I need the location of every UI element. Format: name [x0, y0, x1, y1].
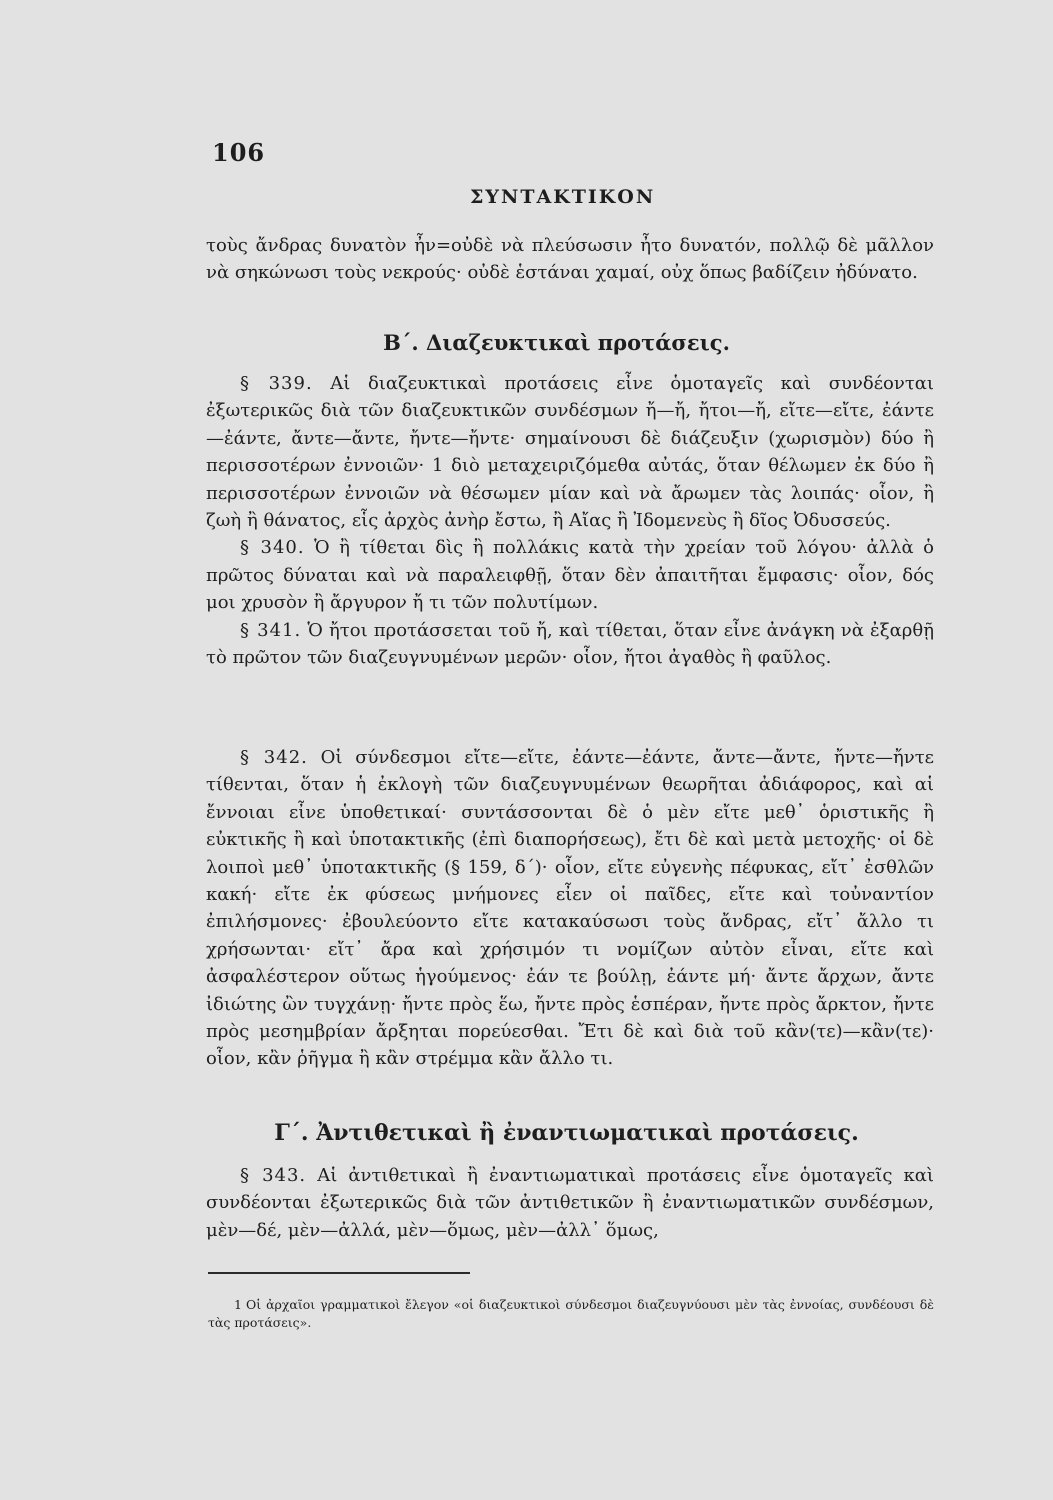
- page-number: 106: [212, 138, 266, 167]
- section-number-341: § 341.: [240, 619, 302, 641]
- footnote-rule: [208, 1272, 470, 1274]
- footnote-text: Οἱ ἀρχαῖοι γραμματικοὶ ἔλεγον «οἱ διαζευκτικοὶ σύνδεσμοι διαζευγνύουσι μὲν τὰς ἐννοίας, συνδέουσι δὲ τὰς προτάσεις».: [208, 1297, 934, 1330]
- section-heading-disjunctive: Β΄. Διαζευκτικαὶ προτάσεις.: [383, 330, 730, 355]
- section-number-343: § 343.: [240, 1165, 307, 1186]
- paragraph-341-text: Ὁ ἤτοι προτάσσεται τοῦ ἤ, καὶ τίθεται, ὅταν εἶνε ἀνάγκη νὰ ἐξαρθῇ τὸ πρῶτον τῶν διαζευγνυμένων μερῶν· οἷον, ἤτοι ἀγαθὸς ἢ φαῦλος.: [206, 619, 934, 669]
- paragraph-339: [206, 370, 934, 534]
- paragraph-339-text: Αἱ διαζευκτικαὶ προτάσεις εἶνε ὁμοταγεῖς καὶ συνδέονται ἐξωτερικῶς διὰ τῶν διαζευκτικῶν συνδέσμων ἤ—ἤ, ἤτοι—ἤ, εἴτε—εἴτε, ἐάντε—ἐάντε, ἄντε—ἄντε, ἤντε—ἤντε· σημαίνουσι δὲ διάζευξιν (χωρισμὸν) δύο ἢ περισσοτέρων ἐννοιῶν· 1 διὸ μεταχειριζόμεθα αὐτάς, ὅταν θέλωμεν ἐκ δύο ἢ περισσοτέρων ἐννοιῶν νὰ θέσωμεν μίαν καὶ νὰ ἄρωμεν τὰς λοιπάς· οἷον, ἢ ζωὴ ἢ θάνατος, εἷς ἀρχὸς ἀνὴρ ἔστω, ἢ Αἴας ἢ Ἰδομενεὺς ἢ δῖος Ὀδυσσεύς.: [206, 373, 934, 532]
- paragraph-342-text: Οἱ σύνδεσμοι εἴτε—εἴτε, ἐάντε—ἐάντε, ἄντε—ἄντε, ἤντε—ἤντε τίθενται, ὅταν ἡ ἐκλογὴ τῶν διαζευγνυμένων θεωρῆται ἀδιάφορος, καὶ αἱ ἔννοιαι εἶνε ὑποθετικαί· συντάσσονται δὲ ὁ μὲν εἴτε μεθ᾽ ὁριστικῆς ἢ εὐκτικῆς ἢ καὶ ὑποτακτικῆς (ἐπὶ διαπορήσεως), ἔτι δὲ καὶ μετὰ μετοχῆς· οἱ δὲ λοιποὶ μεθ᾽ ὑποτακτικῆς (§ 159, δ΄)· οἷον, εἴτε εὐγενὴς πέφυκας, εἴτ᾽ ἐσθλῶν κακή· εἴτε ἐκ φύσεως μνήμονες εἶεν οἱ παῖδες, εἴτε καὶ τοὐναντίον ἐπιλήσμονες· ἐβουλεύοντο εἴτε κατακαύσωσι τοὺς ἄνδρας, εἴτ᾽ ἄλλο τι χρήσωνται· εἴτ᾽ ἄρα καὶ χρήσιμόν τι νομίζων αὐτὸν εἶναι, εἴτε καὶ ἀσφαλέστερον οὕτως ἡγούμενος· ἐάν τε βούλῃ, ἐάντε μή· ἄντε ἄρχων, ἄντε ἰδιώτης ὢν τυγχάνῃ· ἤντε πρὸς ἕω, ἤντε πρὸς ἑσπέραν, ἤντε πρὸς ἄρκτον, ἤντε πρὸς μεσημβρίαν ἄρξηται πορεύεσθαι. Ἔτι δὲ καὶ διὰ τοῦ κἂν(τε)—κἂν(τε)· οἷον, κἂν ῥῆγμα ἢ κἂν στρέμμα κἂν ἄλλο τι.: [206, 747, 934, 1070]
- section-number-340: § 340.: [240, 537, 305, 559]
- paragraph-340-text: Ὁ ἢ τίθεται δὶς ἢ πολλάκις κατὰ τὴν χρείαν τοῦ λόγου· ἀλλὰ ὁ πρῶτος δύναται καὶ νὰ παραλειφθῇ, ὅταν δὲν ἀπαιτῆται ἔμφασις· οἷον, δός μοι χρυσὸν ἢ ἄργυρον ἤ τι τῶν πολυτίμων.: [206, 537, 934, 614]
- paragraph-342: [206, 744, 934, 1073]
- running-head: ΣΥΝΤΑΚΤΙΚΟΝ: [470, 186, 656, 208]
- disjunctive-sections-continued: [206, 744, 934, 1073]
- section-number-339: § 339.: [240, 373, 313, 394]
- section-heading-adversative: Γ΄. Ἀντιθετικαὶ ἢ ἐναντιωματικαὶ προτάσεις.: [274, 1120, 859, 1146]
- continued-text: [206, 232, 934, 287]
- disjunctive-sections: [206, 370, 934, 671]
- adversative-sections: [206, 1162, 934, 1244]
- paragraph-340: [206, 534, 934, 616]
- footnote: [208, 1296, 934, 1332]
- section-number-342: § 342.: [240, 747, 308, 768]
- paragraph-343: [206, 1162, 934, 1244]
- footnote-marker: 1: [234, 1297, 242, 1312]
- paragraph-343-text: Αἱ ἀντιθετικαὶ ἢ ἐναντιωματικαὶ προτάσεις εἶνε ὁμοταγεῖς καὶ συνδέονται ἐξωτερικῶς διὰ τῶν ἀντιθετικῶν ἢ ἐναντιωματικῶν συνδέσμων, μὲν—δέ, μὲν—ἀλλά, μὲν—ὅμως, μὲν—ἀλλ᾽ ὅμως,: [206, 1165, 934, 1241]
- top-paragraph: τοὺς ἄνδρας δυνατὸν ἦν=οὐδὲ νὰ πλεύσωσιν ἦτο δυνατόν, πολλῷ δὲ μᾶλλον νὰ σηκώνωσι τοὺς νεκρούς· οὐδὲ ἑστάναι χαμαί, οὐχ ὅπως βαδίζειν ἠδύνατο.: [206, 235, 934, 284]
- paragraph-341: [206, 617, 934, 672]
